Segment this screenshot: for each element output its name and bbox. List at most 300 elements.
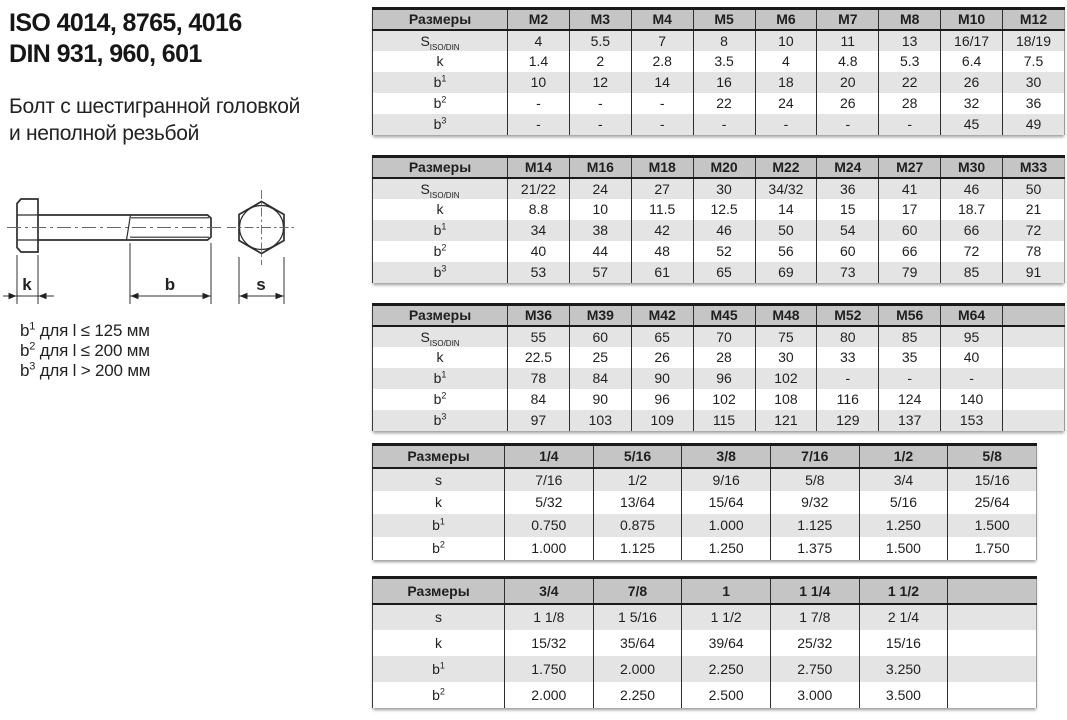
- value-cell: 2.500: [682, 682, 771, 708]
- value-cell: 102: [693, 389, 755, 410]
- value-cell: 1.750: [948, 537, 1037, 560]
- data-row: [373, 72, 1065, 93]
- value-cell: 25: [569, 347, 631, 368]
- value-cell: 108: [755, 389, 817, 410]
- value-cell: 2.250: [682, 656, 771, 682]
- column-header: M52: [817, 305, 879, 326]
- value-cell: [948, 682, 1037, 708]
- column-header: M22: [755, 157, 817, 178]
- value-cell: 53: [508, 262, 570, 283]
- row-label: k: [436, 201, 444, 217]
- value-cell: [948, 656, 1037, 682]
- row-label: $b^2$: [433, 242, 447, 259]
- header-row: [373, 305, 1065, 326]
- corner-header: Размеры: [373, 305, 508, 326]
- row-label: $b^3$: [373, 262, 508, 283]
- header-row: [373, 9, 1065, 30]
- value-cell: 1.000: [505, 537, 594, 560]
- value-cell: 9/32: [770, 491, 859, 514]
- value-cell: 13: [879, 30, 941, 51]
- corner-header: Размеры: [373, 578, 505, 604]
- value-cell: 60: [879, 220, 941, 241]
- value-cell: 46: [693, 220, 755, 241]
- value-cell: 10: [569, 199, 631, 220]
- value-cell: 2 1/4: [859, 604, 948, 630]
- value-cell: 35/64: [593, 630, 682, 656]
- row-label: $b^2$: [433, 390, 447, 407]
- data-row: [373, 410, 1065, 431]
- value-cell: 26: [941, 72, 1003, 93]
- column-header: M12: [1003, 9, 1065, 30]
- column-header: M33: [1003, 157, 1065, 178]
- data-row: [373, 199, 1065, 220]
- value-cell: 3/4: [859, 468, 948, 491]
- column-header: [1003, 305, 1065, 326]
- column-header: M5: [693, 9, 755, 30]
- value-cell: 41: [879, 178, 941, 199]
- value-cell: 3.500: [859, 682, 948, 708]
- value-cell: 84: [569, 368, 631, 389]
- value-cell: 72: [941, 241, 1003, 262]
- value-cell: 8.8: [508, 199, 570, 220]
- column-header: 7/8: [593, 578, 682, 604]
- value-cell: 30: [693, 178, 755, 199]
- row-label: $b^2$: [432, 685, 445, 703]
- dim-label-k: k: [22, 275, 32, 294]
- data-row: [373, 656, 1037, 682]
- column-header: M8: [879, 9, 941, 30]
- column-header: M14: [508, 157, 570, 178]
- value-cell: 96: [631, 389, 693, 410]
- footnote: $b^3$ для l > 200 мм: [20, 360, 151, 380]
- column-header: M45: [693, 305, 755, 326]
- value-cell: 28: [693, 347, 755, 368]
- row-label: k: [435, 634, 442, 651]
- value-cell: 60: [817, 241, 879, 262]
- row-label: $S_{ISO/DIN}$: [373, 178, 508, 199]
- value-cell: 30: [755, 347, 817, 368]
- value-cell: 28: [879, 93, 941, 114]
- table-metric-m36-m64: [372, 303, 1065, 431]
- value-cell: 124: [879, 389, 941, 410]
- value-cell: 24: [755, 93, 817, 114]
- value-cell: 49: [1003, 114, 1065, 135]
- data-row: [373, 491, 1037, 514]
- value-cell: 103: [569, 410, 631, 431]
- value-cell: 22: [879, 72, 941, 93]
- value-cell: 46: [941, 178, 1003, 199]
- value-cell: 1.125: [770, 514, 859, 537]
- value-cell: 4: [755, 51, 817, 72]
- corner-header: Размеры: [373, 445, 505, 468]
- data-row: [373, 220, 1065, 241]
- value-cell: -: [508, 114, 570, 135]
- value-cell: 8: [693, 30, 755, 51]
- value-cell: 140: [941, 389, 1003, 410]
- value-cell: 3.5: [693, 51, 755, 72]
- value-cell: 32: [941, 93, 1003, 114]
- value-cell: 109: [631, 410, 693, 431]
- value-cell: 60: [569, 326, 631, 347]
- value-cell: 36: [1003, 93, 1065, 114]
- value-cell: 2.250: [593, 682, 682, 708]
- value-cell: 10: [508, 72, 570, 93]
- value-cell: 79: [879, 262, 941, 283]
- value-cell: 1.000: [682, 514, 771, 537]
- value-cell: 7/16: [505, 468, 594, 491]
- value-cell: [1003, 368, 1065, 389]
- data-row: [373, 30, 1065, 51]
- product-subtitle: [9, 93, 300, 147]
- value-cell: 116: [817, 389, 879, 410]
- column-header: M3: [569, 9, 631, 30]
- value-cell: 20: [817, 72, 879, 93]
- standards-title-din: DIN 931, 960, 601: [9, 40, 202, 68]
- value-cell: 69: [755, 262, 817, 283]
- value-cell: 36: [817, 178, 879, 199]
- value-cell: 1.500: [948, 514, 1037, 537]
- value-cell: 5.5: [569, 30, 631, 51]
- table-metric-m2-m12: [372, 7, 1065, 135]
- data-row: [373, 114, 1065, 135]
- value-cell: 2.000: [505, 682, 594, 708]
- value-cell: 5/32: [505, 491, 594, 514]
- value-cell: 33: [817, 347, 879, 368]
- column-header: 1 1/4: [770, 578, 859, 604]
- value-cell: 18/19: [1003, 30, 1065, 51]
- data-row: [373, 630, 1037, 656]
- column-header: M4: [631, 9, 693, 30]
- value-cell: 15: [817, 199, 879, 220]
- value-cell: 15/16: [948, 468, 1037, 491]
- value-cell: [948, 604, 1037, 630]
- value-cell: 11: [817, 30, 879, 51]
- value-cell: -: [941, 368, 1003, 389]
- value-cell: -: [817, 368, 879, 389]
- column-header: M39: [569, 305, 631, 326]
- value-cell: 70: [693, 326, 755, 347]
- bolt-head-outline: [17, 199, 38, 252]
- row-label: $b^1$: [373, 656, 505, 682]
- value-cell: 1 5/16: [593, 604, 682, 630]
- value-cell: -: [755, 114, 817, 135]
- value-cell: 39/64: [682, 630, 771, 656]
- value-cell: 25/32: [770, 630, 859, 656]
- value-cell: 72: [1003, 220, 1065, 241]
- value-cell: 1.500: [859, 537, 948, 560]
- value-cell: 97: [508, 410, 570, 431]
- value-cell: 27: [631, 178, 693, 199]
- value-cell: 16: [693, 72, 755, 93]
- value-cell: 61: [631, 262, 693, 283]
- row-label: $b^2$: [432, 539, 445, 556]
- value-cell: -: [693, 114, 755, 135]
- row-label: $S_{ISO/DIN}$: [373, 326, 508, 347]
- value-cell: 102: [755, 368, 817, 389]
- column-header: M30: [941, 157, 1003, 178]
- standards-title-iso: ISO 4014, 8765, 4016: [9, 9, 242, 37]
- value-cell: 56: [755, 241, 817, 262]
- value-cell: 80: [817, 326, 879, 347]
- value-cell: 50: [755, 220, 817, 241]
- value-cell: 11.5: [631, 199, 693, 220]
- value-cell: 18: [755, 72, 817, 93]
- data-row: [373, 51, 1065, 72]
- value-cell: 18.7: [941, 199, 1003, 220]
- value-cell: -: [817, 114, 879, 135]
- column-header: M56: [879, 305, 941, 326]
- column-header: [948, 578, 1037, 604]
- value-cell: 54: [817, 220, 879, 241]
- value-cell: [1003, 347, 1065, 368]
- value-cell: 78: [1003, 241, 1065, 262]
- value-cell: -: [879, 368, 941, 389]
- column-header: M27: [879, 157, 941, 178]
- bolt-side-view: [17, 199, 211, 252]
- value-cell: 73: [817, 262, 879, 283]
- value-cell: [948, 630, 1037, 656]
- value-cell: 17: [879, 199, 941, 220]
- data-row: [373, 93, 1065, 114]
- data-row: [373, 262, 1065, 283]
- dim-label-s: s: [256, 275, 266, 294]
- value-cell: 1.250: [682, 537, 771, 560]
- value-cell: 121: [755, 410, 817, 431]
- row-label: k: [436, 53, 444, 69]
- value-cell: 1/2: [593, 468, 682, 491]
- header-row: [373, 578, 1037, 604]
- row-label: $S_{ISO/DIN}$: [373, 30, 508, 51]
- value-cell: 1.4: [508, 51, 570, 72]
- value-cell: 52: [693, 241, 755, 262]
- value-cell: 9/16: [682, 468, 771, 491]
- value-cell: 12: [569, 72, 631, 93]
- subtitle-line-2: и неполной резьбой: [9, 122, 200, 145]
- value-cell: 57: [569, 262, 631, 283]
- value-cell: 1 7/8: [770, 604, 859, 630]
- bolt-technical-drawing: [0, 185, 340, 320]
- data-row: [373, 368, 1065, 389]
- value-cell: 30: [1003, 72, 1065, 93]
- value-cell: -: [508, 93, 570, 114]
- value-cell: 50: [1003, 178, 1065, 199]
- row-label: $b^1$: [373, 220, 508, 241]
- data-row: [373, 241, 1065, 262]
- footnote: $b^2$ для l ≤ 200 мм: [20, 340, 150, 360]
- bolt-end-view: [227, 190, 296, 304]
- column-header: M6: [755, 9, 817, 30]
- column-header: 3/8: [682, 445, 771, 468]
- value-cell: 1.750: [505, 656, 594, 682]
- value-cell: 115: [693, 410, 755, 431]
- row-label: s: [373, 604, 505, 630]
- data-row: [373, 468, 1037, 491]
- value-cell: 7.5: [1003, 51, 1065, 72]
- value-cell: 14: [631, 72, 693, 93]
- b-extension-lines: [130, 243, 211, 304]
- value-cell: 2.750: [770, 656, 859, 682]
- value-cell: 16/17: [941, 30, 1003, 51]
- value-cell: 1 1/2: [682, 604, 771, 630]
- row-label: $b^1$: [373, 368, 508, 389]
- value-cell: 2.8: [631, 51, 693, 72]
- value-cell: 96: [693, 368, 755, 389]
- column-header: M36: [508, 305, 570, 326]
- footnote: $b^1$ для l ≤ 125 мм: [20, 320, 150, 340]
- value-cell: 78: [508, 368, 570, 389]
- column-header: 5/8: [948, 445, 1037, 468]
- row-label: k: [436, 349, 444, 365]
- data-row: [373, 604, 1037, 630]
- column-header: 1: [682, 578, 771, 604]
- value-cell: 42: [631, 220, 693, 241]
- column-header: M7: [817, 9, 879, 30]
- table-inch-small-sizes: [372, 443, 1037, 560]
- value-cell: 40: [941, 347, 1003, 368]
- header-row: [373, 445, 1037, 468]
- value-cell: 66: [879, 241, 941, 262]
- value-cell: 1 1/8: [505, 604, 594, 630]
- data-row: [373, 537, 1037, 560]
- value-cell: 91: [1003, 262, 1065, 283]
- value-cell: 48: [631, 241, 693, 262]
- value-cell: 129: [817, 410, 879, 431]
- value-cell: 15/16: [859, 630, 948, 656]
- value-cell: 85: [941, 262, 1003, 283]
- value-cell: 21/22: [508, 178, 570, 199]
- data-row: [373, 389, 1065, 410]
- column-header: 3/4: [505, 578, 594, 604]
- value-cell: 1.375: [770, 537, 859, 560]
- row-label: $b^1$: [373, 72, 508, 93]
- value-cell: 34/32: [755, 178, 817, 199]
- corner-header: Размеры: [373, 157, 508, 178]
- footnotes: [20, 321, 150, 381]
- value-cell: 34: [508, 220, 570, 241]
- value-cell: 24: [569, 178, 631, 199]
- value-cell: 3.000: [770, 682, 859, 708]
- column-header: M24: [817, 157, 879, 178]
- value-cell: 0.875: [593, 514, 682, 537]
- data-row: [373, 347, 1065, 368]
- column-header: 1/2: [859, 445, 948, 468]
- value-cell: 10: [755, 30, 817, 51]
- value-cell: 84: [508, 389, 570, 410]
- value-cell: 15/64: [682, 491, 771, 514]
- column-header: M20: [693, 157, 755, 178]
- corner-header: Размеры: [373, 9, 508, 30]
- value-cell: 2: [569, 51, 631, 72]
- value-cell: 90: [569, 389, 631, 410]
- column-header: M2: [508, 9, 570, 30]
- value-cell: 22.5: [508, 347, 570, 368]
- value-cell: 45: [941, 114, 1003, 135]
- data-row: [373, 326, 1065, 347]
- column-header: M16: [569, 157, 631, 178]
- value-cell: 55: [508, 326, 570, 347]
- value-cell: 22: [693, 93, 755, 114]
- value-cell: 65: [693, 262, 755, 283]
- value-cell: 13/64: [593, 491, 682, 514]
- value-cell: 153: [941, 410, 1003, 431]
- column-header: 1 1/2: [859, 578, 948, 604]
- value-cell: 6.4: [941, 51, 1003, 72]
- row-label: $b^1$: [373, 514, 505, 537]
- value-cell: -: [631, 93, 693, 114]
- value-cell: 14: [755, 199, 817, 220]
- value-cell: 0.750: [505, 514, 594, 537]
- value-cell: 1.250: [859, 514, 948, 537]
- table-metric-m14-m33: [372, 155, 1065, 283]
- row-label: s: [373, 468, 505, 491]
- value-cell: 4: [508, 30, 570, 51]
- value-cell: -: [569, 93, 631, 114]
- value-cell: 4.8: [817, 51, 879, 72]
- data-row: [373, 514, 1037, 537]
- value-cell: 44: [569, 241, 631, 262]
- data-row: [373, 682, 1037, 708]
- row-label: $b^3$: [373, 114, 508, 135]
- row-label: $b^2$: [433, 94, 447, 111]
- table-inch-large-sizes: [372, 576, 1037, 708]
- value-cell: 7: [631, 30, 693, 51]
- subtitle-line-1: Болт с шестигранной головкой: [9, 95, 301, 118]
- value-cell: [1003, 326, 1065, 347]
- value-cell: 5.3: [879, 51, 941, 72]
- value-cell: 15/32: [505, 630, 594, 656]
- column-header: 1/4: [505, 445, 594, 468]
- value-cell: 12.5: [693, 199, 755, 220]
- column-header: M48: [755, 305, 817, 326]
- value-cell: 137: [879, 410, 941, 431]
- value-cell: 26: [817, 93, 879, 114]
- value-cell: -: [569, 114, 631, 135]
- value-cell: 85: [879, 326, 941, 347]
- value-cell: 66: [941, 220, 1003, 241]
- column-header: 7/16: [770, 445, 859, 468]
- column-header: M42: [631, 305, 693, 326]
- value-cell: 5/16: [859, 491, 948, 514]
- value-cell: -: [631, 114, 693, 135]
- value-cell: 35: [879, 347, 941, 368]
- title-block: [9, 8, 242, 70]
- value-cell: 38: [569, 220, 631, 241]
- value-cell: 5/8: [770, 468, 859, 491]
- value-cell: 3.250: [859, 656, 948, 682]
- value-cell: 21: [1003, 199, 1065, 220]
- value-cell: 75: [755, 326, 817, 347]
- value-cell: 95: [941, 326, 1003, 347]
- column-header: M18: [631, 157, 693, 178]
- column-header: 5/16: [593, 445, 682, 468]
- row-label: $b^3$: [373, 410, 508, 431]
- value-cell: [1003, 410, 1065, 431]
- dim-label-b: b: [164, 275, 176, 294]
- value-cell: 2.000: [593, 656, 682, 682]
- value-cell: 1.125: [593, 537, 682, 560]
- column-header: M64: [941, 305, 1003, 326]
- value-cell: 40: [508, 241, 570, 262]
- column-header: M10: [941, 9, 1003, 30]
- value-cell: -: [879, 114, 941, 135]
- value-cell: [1003, 389, 1065, 410]
- value-cell: 90: [631, 368, 693, 389]
- row-label: k: [435, 494, 442, 510]
- value-cell: 65: [631, 326, 693, 347]
- value-cell: 26: [631, 347, 693, 368]
- data-row: [373, 178, 1065, 199]
- value-cell: 25/64: [948, 491, 1037, 514]
